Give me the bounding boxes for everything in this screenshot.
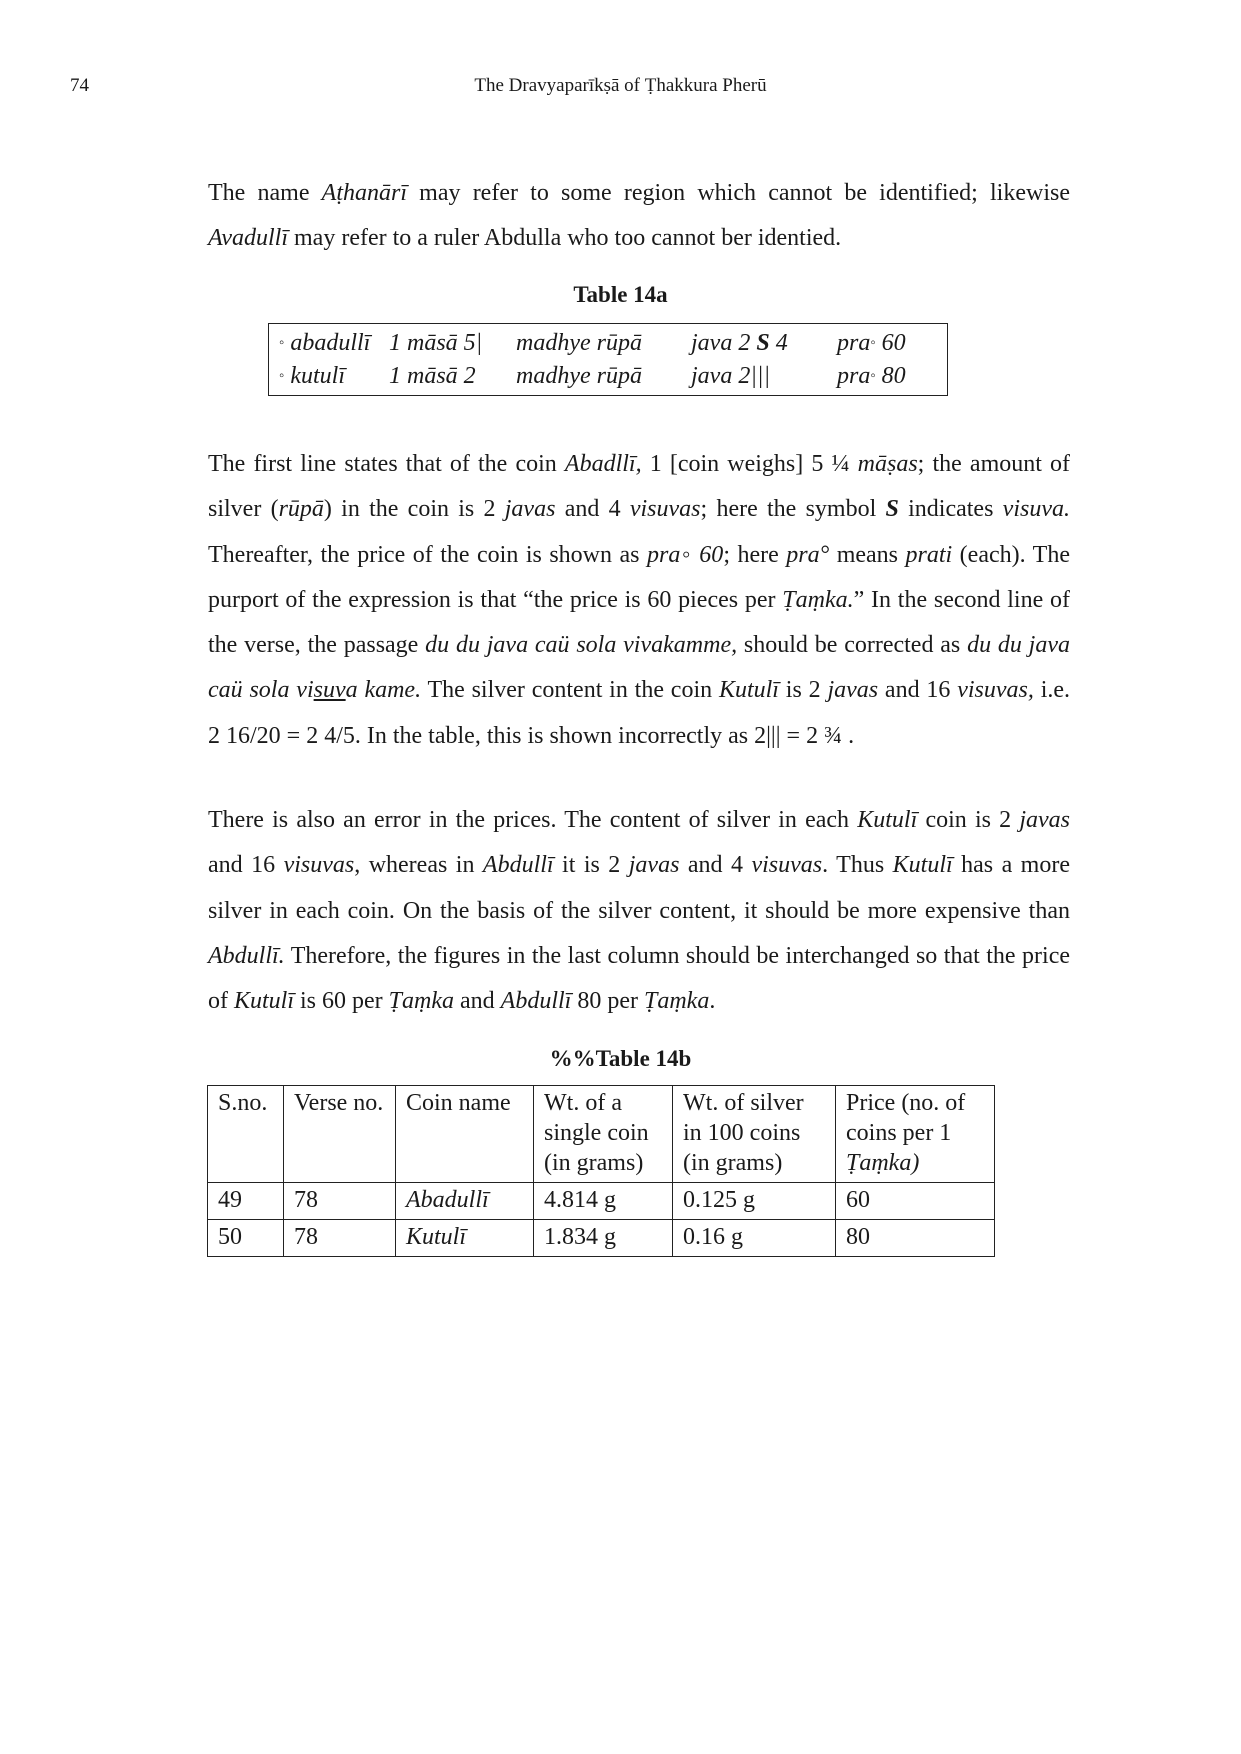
table-14b <box>207 1085 995 1257</box>
table-14a-r1-c5: pra◦ 60 <box>837 330 906 356</box>
header-price: Price (no. of coins per 1 Ṭaṃka) <box>836 1086 995 1183</box>
cell-weight: 4.814 g <box>534 1183 673 1220</box>
running-title: The Dravyaparīkṣā of Ṭhakkura Pherū <box>474 75 767 96</box>
cell-silver: 0.125 g <box>673 1183 836 1220</box>
table-14a-r2-c2: 1 māsā 2 <box>389 363 476 389</box>
table-14a-r1-c3: madhye rūpā <box>516 330 642 356</box>
cell-verse: 78 <box>284 1183 396 1220</box>
header-verse: Verse no. <box>284 1086 396 1183</box>
header-coin: Coin name <box>396 1086 534 1183</box>
table-14a-r2-c4: java 2||| <box>691 363 771 389</box>
table-14a-r2-c5: pra◦ 80 <box>837 363 906 389</box>
header-silver: Wt. of silver in 100 coins (in grams) <box>673 1086 836 1183</box>
table-row <box>208 1220 995 1257</box>
cell-verse: 78 <box>284 1220 396 1257</box>
cell-weight: 1.834 g <box>534 1220 673 1257</box>
cell-price: 60 <box>836 1183 995 1220</box>
paragraph-intro: The name Aṭhanārī may refer to some region which cannot be identified; likewise Avadullī may refer to a ruler Abdulla who too cannot ber identied. <box>208 180 1070 252</box>
table-14b-title: %%Table 14b <box>549 1046 692 1071</box>
table-14a-r1-c1: ◦ abadullī <box>279 330 371 356</box>
paragraph-explanation: The first line states that of the coin Abadllī, 1 [coin weighs] 5 ¼ māṣas; the amount of silver (rūpā) in the coin is 2 javas and 4 visuvas; here the symbol S indicates visuva. Thereafter, the price of the coin is shown as pra◦ 60; here pra° means prati (each). The purport of the expression is that “the price is 60 pieces per Ṭaṃka.” In the second line of the verse, the passage du du java caü sola vivakamme, should be corrected as du du java caü sola visuva kame. The silver content in the coin Kutulī is 2 javas and 16 visuvas, i.e. 2 16/20 = 2 4/5. In the table, this is shown incorrectly as 2||| = 2 ¾ . <box>208 451 1071 749</box>
header-weight: Wt. of a single coin (in grams) <box>534 1086 673 1183</box>
cell-sno: 49 <box>208 1183 284 1220</box>
table-14a <box>268 323 948 396</box>
table-row <box>208 1183 995 1220</box>
table-14a-r1-c4: java 2 S 4 <box>691 330 788 356</box>
cell-coin: Abadullī <box>396 1183 534 1220</box>
header-sno: S.no. <box>208 1086 284 1183</box>
cell-silver: 0.16 g <box>673 1220 836 1257</box>
table-14a-r2-c3: madhye rūpā <box>516 363 642 389</box>
table-14a-r2-c1: ◦ kutulī <box>279 363 345 389</box>
table-14a-r1-c2: 1 māsā 5| <box>389 330 483 356</box>
cell-sno: 50 <box>208 1220 284 1257</box>
table-header-row <box>208 1086 995 1183</box>
cell-coin: Kutulī <box>396 1220 534 1257</box>
cell-price: 80 <box>836 1220 995 1257</box>
table-14a-title: Table 14a <box>573 282 668 307</box>
paragraph-price-error: There is also an error in the prices. The content of silver in each Kutulī coin is 2 javas and 16 visuvas, whereas in Abdullī it is 2 javas and 4 visuvas. Thus Kutulī has a more silver in each coin. On the basis of the silver content, it should be more expensive than Abdullī. Therefore, the figures in the last column should be interchanged so that the price of Kutulī is 60 per Ṭaṃka and Abdullī 80 per Ṭaṃka. <box>208 807 1071 1015</box>
page-number: 74 <box>70 75 89 96</box>
